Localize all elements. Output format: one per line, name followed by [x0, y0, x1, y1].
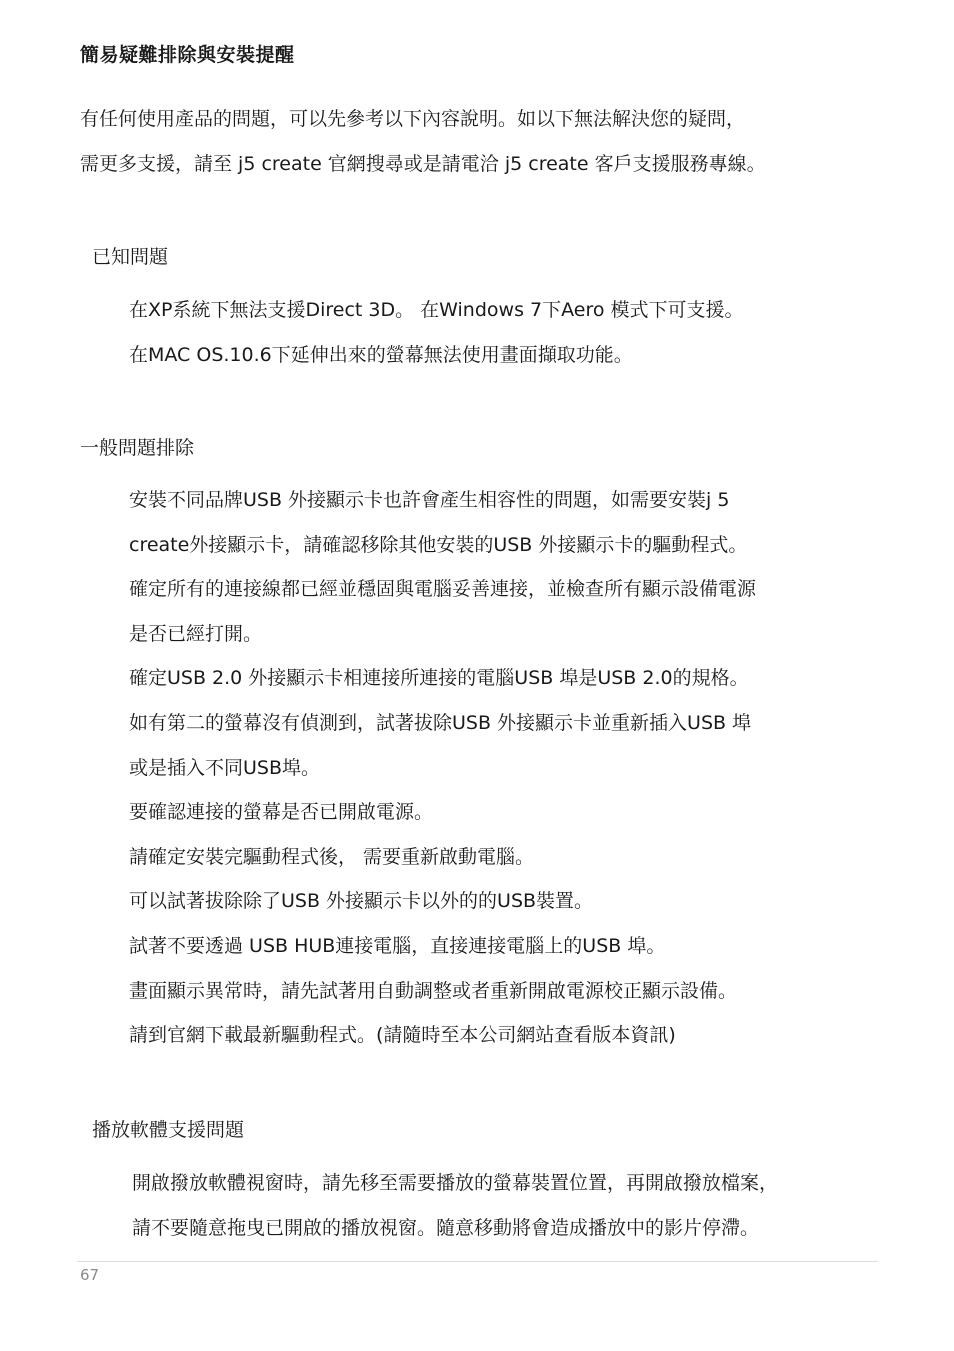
section-line: 畫面顯示異常時，請先試著用自動調整或者重新開啟電源校正顯示設備。	[129, 979, 738, 1002]
intro-paragraph	[80, 97, 900, 187]
section-line: 開啟撥放軟體視窗時，請先移至需要播放的螢幕裝置位置，再開啟撥放檔案，	[132, 1172, 779, 1194]
section-heading-known-issues: 已知問題	[92, 246, 169, 268]
section-line: 要確認連接的螢幕是否已開啟電源。	[129, 801, 434, 824]
section-line: 安裝不同品牌USB 外接顯示卡也許會產生相容性的問題，如需要安裝j 5	[129, 489, 730, 511]
section-heading-playback: 播放軟體支援問題	[92, 1119, 245, 1141]
footer-divider	[77, 1261, 878, 1262]
section-line: 確定所有的連接線都已經並穩固與電腦妥善連接，並檢查所有顯示設備電源	[129, 578, 757, 601]
intro-line: 需更多支援，請至 j5 create 官網搜尋或是請電洽 j5 create 客戶支援服務專線。	[80, 153, 766, 175]
section-body-known-issues	[129, 288, 909, 377]
section-heading-troubleshooting: 一般問題排除	[80, 437, 195, 459]
section-line: 請到官網下載最新驅動程式。(請隨時至本公司網站查看版本資訊)	[129, 1024, 676, 1047]
page-title: 簡易疑難排除與安裝提醒	[80, 44, 295, 66]
section-line: 是否已經打開。	[129, 622, 263, 645]
section-line: create外接顯示卡，請確認移除其他安裝的USB 外接顯示卡的驅動程式。	[129, 533, 748, 556]
section-body-playback	[132, 1161, 912, 1250]
intro-line: 有任何使用產品的問題，可以先參考以下內容說明。如以下無法解決您的疑問，	[80, 108, 746, 130]
section-line: 試著不要透過 USB HUB連接電腦，直接連接電腦上的USB 埠。	[129, 934, 666, 957]
section-line: 請不要隨意拖曳已開啟的播放視窗。隨意移動將會造成播放中的影片停滯。	[132, 1216, 760, 1239]
section-line: 如有第二的螢幕沒有偵測到，試著拔除USB 外接顯示卡並重新插入USB 埠	[129, 711, 752, 734]
section-line: 或是插入不同USB埠。	[129, 756, 321, 779]
section-body-troubleshooting	[129, 478, 909, 1058]
page-number: 67	[80, 1266, 100, 1284]
section-line: 請確定安裝完驅動程式後， 需要重新啟動電腦。	[129, 845, 535, 868]
section-line: 可以試著拔除除了USB 外接顯示卡以外的的USB裝置。	[129, 890, 594, 913]
section-line: 在XP系統下無法支援Direct 3D。 在Windows 7下Aero 模式下可支援。	[129, 299, 744, 321]
section-line: 確定USB 2.0 外接顯示卡相連接所連接的電腦USB 埠是USB 2.0的規格。	[129, 667, 749, 690]
section-line: 在MAC OS.10.6下延伸出來的螢幕無法使用畫面擷取功能。	[129, 343, 633, 366]
